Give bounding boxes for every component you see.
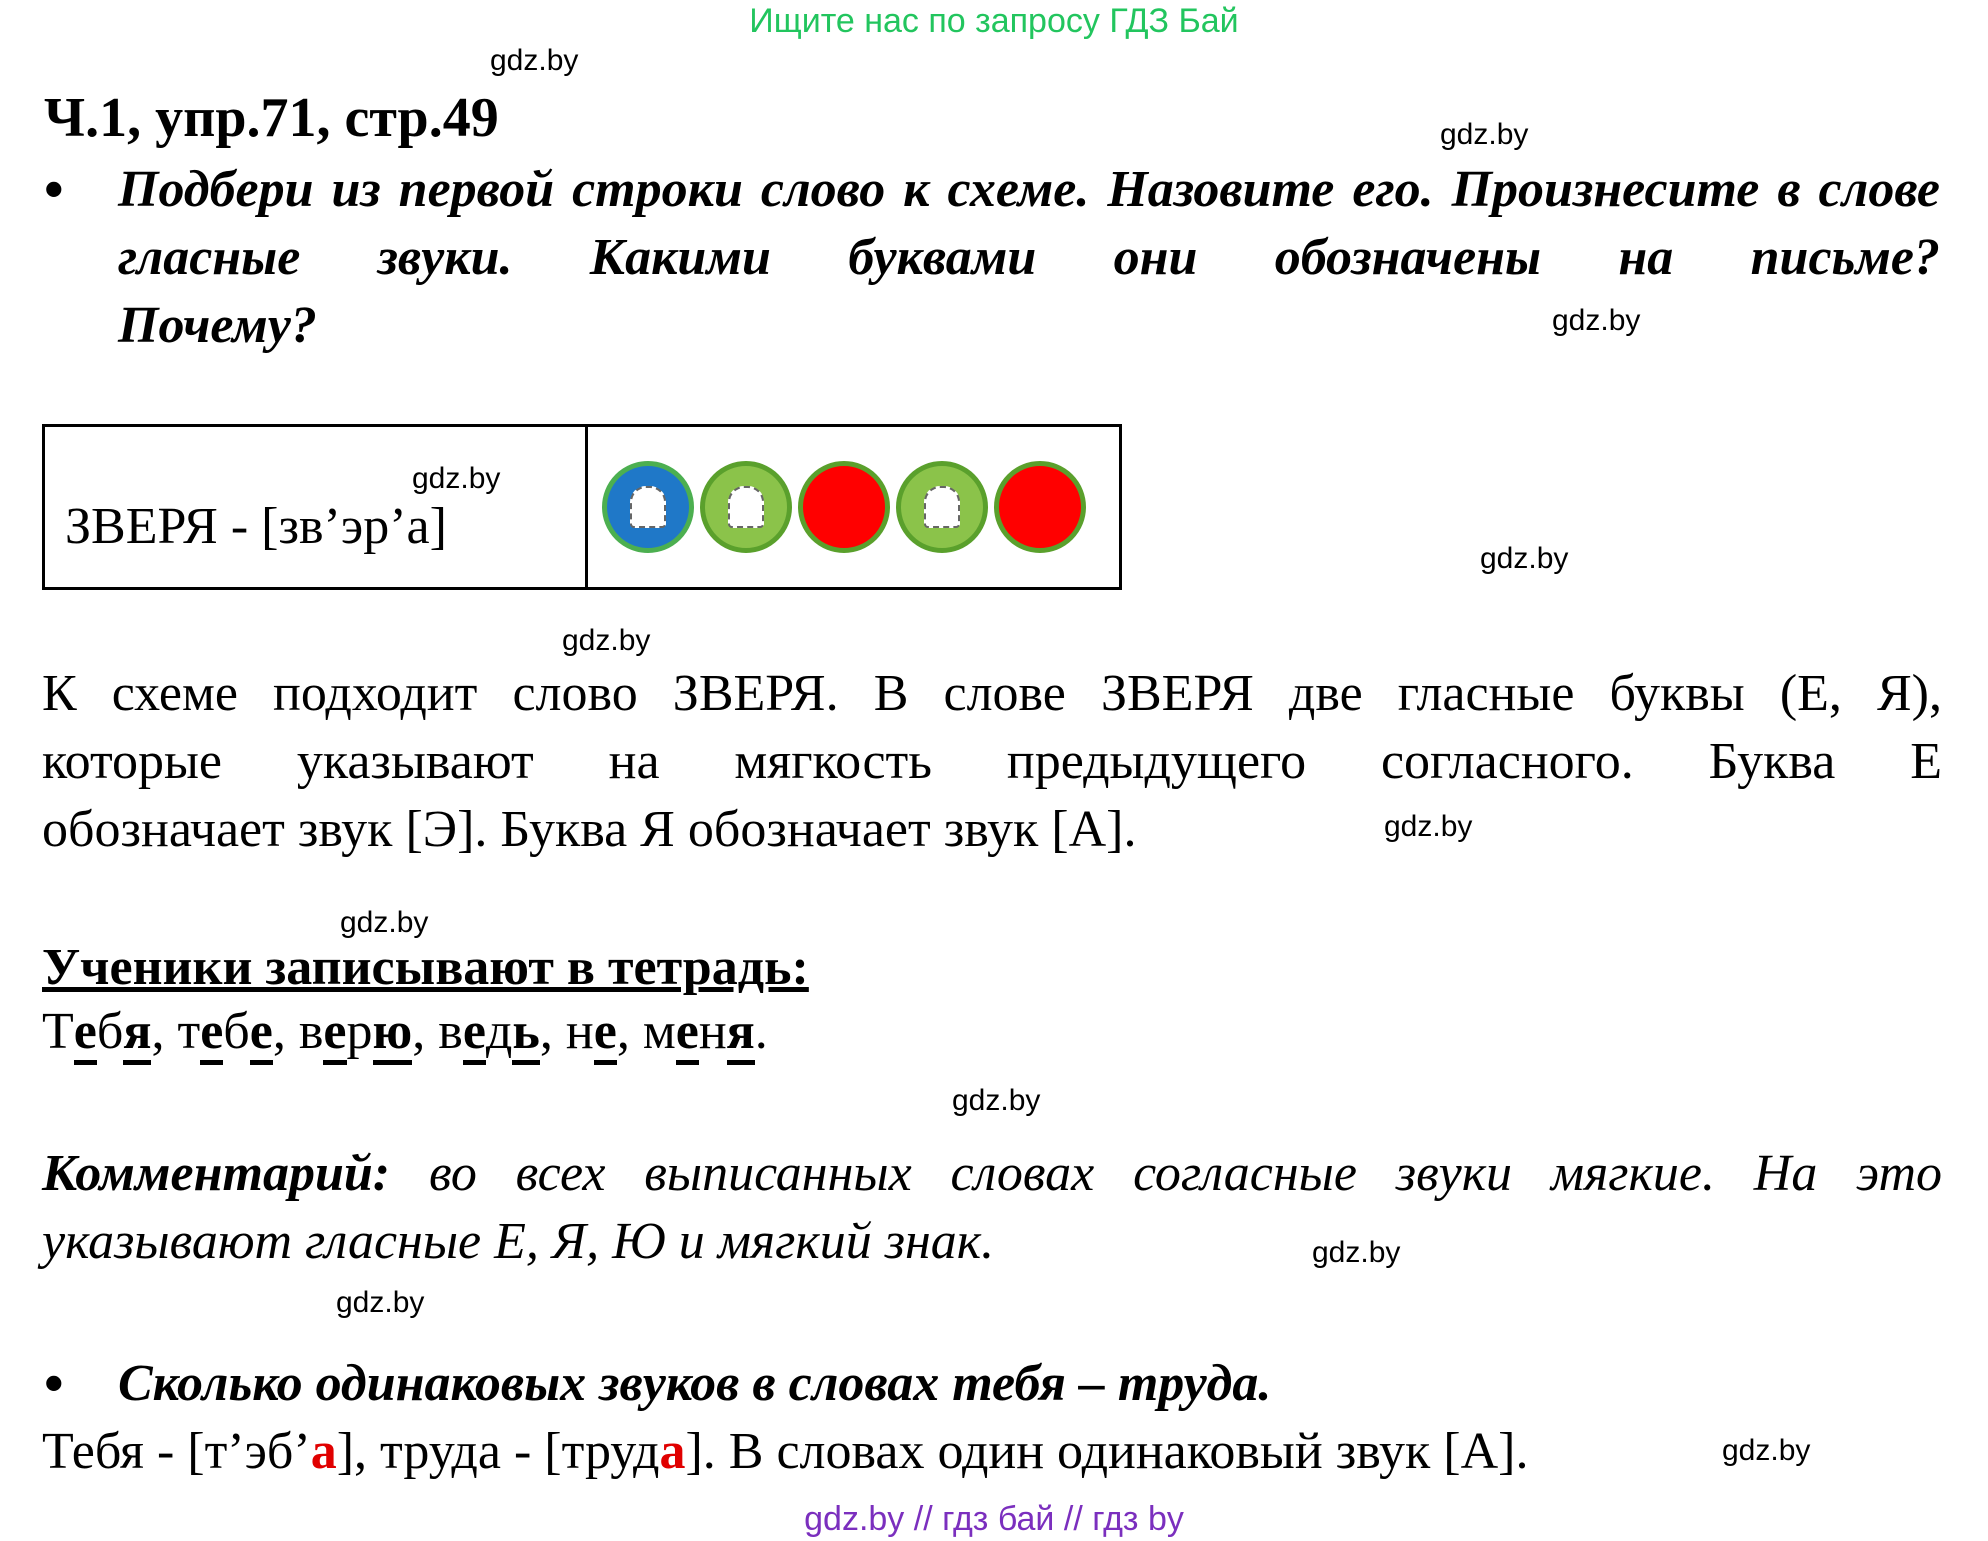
comment-text: указывают гласные Е, Я, Ю и мягкий знак.: [42, 1213, 995, 1270]
word: меня.: [643, 1003, 768, 1065]
word: верю,: [299, 1003, 438, 1065]
scheme-circles: [588, 427, 1119, 587]
top-banner[interactable]: Ищите нас по запросу ГДЗ Бай: [749, 2, 1239, 40]
answer-line: обозначает звук [Э]. Буква Я обозначает звук [А].: [42, 801, 1137, 858]
footer-links[interactable]: gdz.by // гдз бай // гдз by: [804, 1500, 1184, 1538]
watermark: gdz.by: [1312, 1236, 1401, 1269]
comment: [42, 1140, 1942, 1208]
notebook-heading: Ученики записывают в тетрадь:: [42, 939, 809, 996]
vowel-circle-icon: [602, 461, 694, 553]
answer-line: которые указывают на мягкость предыдущего согласного. Буква Е: [42, 733, 1942, 790]
word: тебе,: [177, 1003, 298, 1065]
comment-label: Комментарий:: [42, 1145, 391, 1202]
bullet: •: [44, 1353, 64, 1415]
watermark: gdz.by: [1440, 118, 1529, 151]
word: не,: [566, 1003, 643, 1065]
watermark: gdz.by: [336, 1286, 425, 1319]
comment-text: во всех выписанных словах согласные звуки мягкие. На это: [390, 1145, 1942, 1202]
bell-icon: [924, 486, 960, 528]
watermark: gdz.by: [1552, 304, 1641, 337]
scheme-word: ЗВЕРЯ - [зв’эр’а]: [65, 498, 447, 555]
watermark: gdz.by: [952, 1084, 1041, 1117]
page-title: Ч.1, упр.71, стр.49: [44, 87, 499, 149]
sound-scheme: [42, 424, 1122, 590]
watermark: gdz.by: [412, 462, 501, 495]
bell-icon: [630, 486, 666, 528]
consonant-circle-icon: [896, 461, 988, 553]
bullet: •: [44, 159, 64, 221]
watermark: gdz.by: [1384, 810, 1473, 843]
notebook-words: [42, 1002, 768, 1061]
answer2: Тебя - [т’эб’а], труда - [труда]. В словах один одинаковый звук [А].: [42, 1423, 1529, 1480]
scheme-word-cell: [45, 427, 588, 587]
word: ведь,: [438, 1003, 566, 1065]
task-text: Подбери из первой строки слово к схеме. Назовите его. Произнесите в слове гласные звуки. Какими буквами они обозначены на письме?: [118, 161, 1940, 286]
word: Тебя,: [42, 1003, 177, 1065]
answer-line: К схеме подходит слово ЗВЕРЯ. В слове ЗВЕРЯ две гласные буквы (Е, Я),: [42, 665, 1942, 722]
watermark: gdz.by: [562, 624, 651, 657]
watermark: gdz.by: [340, 906, 429, 939]
bell-icon: [728, 486, 764, 528]
vowel-circle-icon: [798, 461, 890, 553]
watermark: gdz.by: [1480, 542, 1569, 575]
task2-text: Сколько одинаковых звуков в словах тебя – труда.: [118, 1355, 1272, 1412]
vowel-circle-icon: [994, 461, 1086, 553]
watermark: gdz.by: [490, 44, 579, 77]
consonant-circle-icon: [700, 461, 792, 553]
task-text-last: Почему?: [118, 297, 317, 354]
watermark: gdz.by: [1722, 1434, 1811, 1467]
